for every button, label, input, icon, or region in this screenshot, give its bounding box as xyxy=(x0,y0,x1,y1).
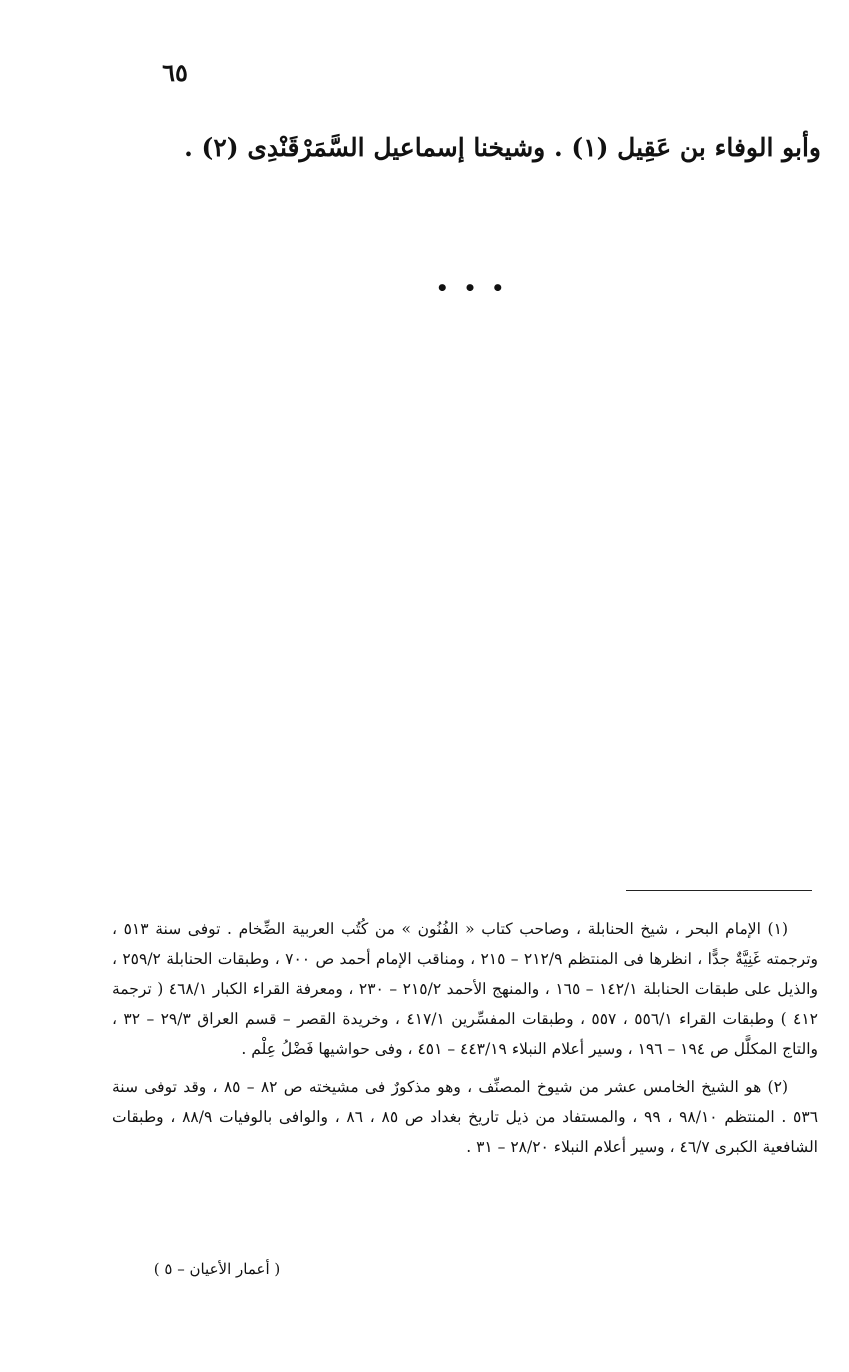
page-number: ٦٥ xyxy=(162,58,188,87)
footnote-1: (١) الإمام البحر ، شيخ الحنابلة ، وصاحب كتاب « الفُنُون » من كُتُب العربية الضِّخام . توفى سنة ٥١٣ ، وترجمته غَنِيَّةٌ جدًّا ، انظرها فى المنتظم ٢١٢/٩ – ٢١٥ ، ومناقب الإمام أحمد ص ٧٠٠ ، وطبقات الحنابلة ٢٥٩/٢ ، والذيل على طبقات الحنابلة ١٤٢/١ – ١٦٥ ، والمنهج الأحمد ٢١٥/٢ – ٢٣٠ ، ومعرفة القراء الكبار ٤٦٨/١ ( ترجمة ٤١٢ ) وطبقات القراء ٥٥٦/١ ، ٥٥٧ ، وطبقات المفسِّرين ٤١٧/١ ، وخريدة القصر – قسم العراق ٢٩/٣ – ٣٢ ، والتاج المكلَّل ص ١٩٤ – ١٩٦ ، وسير أعلام النبلاء ٤٤٣/١٩ – ٤٥١ ، وفى حواشيها فَضْلُ عِلْم . xyxy=(112,920,819,1058)
signature-label: ( أعمار الأعيان – ٥ ) xyxy=(153,1260,281,1278)
section-ornament: • • • xyxy=(435,276,509,300)
footnotes xyxy=(112,914,818,1170)
footnote-divider xyxy=(626,890,812,891)
footnote-2: (٢) هو الشيخ الخامس عشر من شيوخ المصنِّف ، وهو مذكورٌ فى مشيخته ص ٨٢ – ٨٥ ، وقد توفى سنة ٥٣٦ . المنتظم ٩٨/١٠ ، ٩٩ ، والمستفاد من ذيل تاريخ بغداد ص ٨٥ ، ٨٦ ، والوافى بالوفيات ٨٨/٩ ، وطبقات الشافعية الكبرى ٤٦/٧ ، وسير أعلام النبلاء ٢٨/٢٠ – ٣١ . xyxy=(112,1078,819,1156)
main-text-line: وأبو الوفاء بن عَقِيل (١) . وشيخنا إسماعيل السَّمَرْقَنْدِى (٢) . xyxy=(184,133,821,162)
